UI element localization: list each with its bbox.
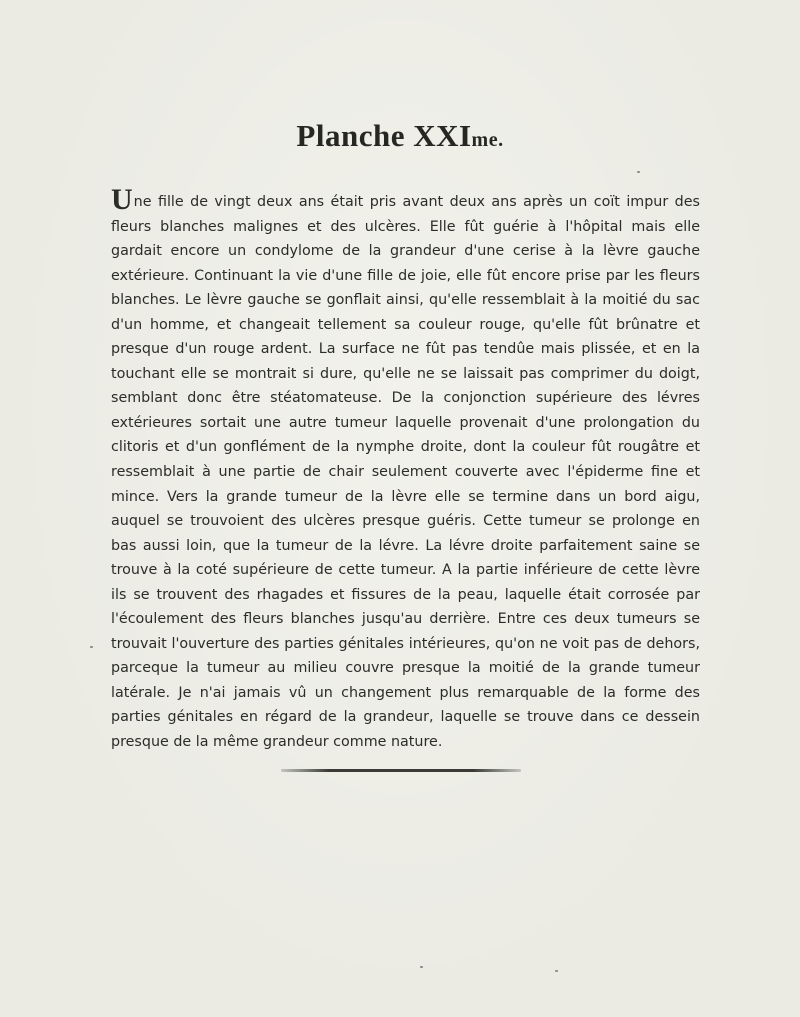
page-title	[0, 118, 800, 154]
divider-rule	[281, 769, 521, 772]
body-paragraph	[111, 183, 700, 755]
title-main: Planche XXI	[296, 118, 472, 153]
paragraph-text: ne fille de vingt deux ans était pris avant deux ans après un coït impur des fleurs blanches malignes et des ulcères. Elle fût guérie à l'hôpital mais elle gardait encore un condylome de la grandeur d'une cerise à la lèvre gauche extérieure. Continuant la vie d'une fille de joie, elle fût encore prise par les fleurs blanches. Le lèvre gauche se gonflait ainsi, qu'elle ressemblait à la moitié du sac d'un homme, et changeait tellement sa couleur rouge, qu'elle fût brûnatre et presque d'un rouge ardent. La surface ne fût pas tendûe mais plissée, et en la touchant elle se montrait si dure, qu'elle ne se laissait pas comprimer du doigt, semblant donc être stéatomateuse. De la conjonction supérieure des lévres extérieures sortait une autre tumeur laquelle provenait d'une prolongation du clitoris et d'un gonflément de la nymphe droite, dont la couleur fût rougâtre et ressemblait à une partie de chair seulement couverte avec l'épiderme fine et mince. Vers la grande tumeur de la lèvre elle se termine dans un bord aigu, auquel se trouvoient des ulcères presque guéris. Cette tumeur se prolonge en bas aussi loin, que la tumeur de la lévre. La lévre droite parfaitement saine se trouve à la coté supérieure de cette tumeur. A la partie inférieure de cette lèvre ils se trouvent des rhagades et fissures de la peau, laquelle était corrosée par l'écoulement des fleurs blanches jusqu'au derrière. Entre ces deux tumeurs se trouvait l'ouverture des parties génitales intérieures, qu'on ne voit pas de dehors, parceque la tumeur au milieu couvre presque la moitié de la grande tumeur latérale. Je n'ai jamais vû un changement plus remarquable de la forme des parties génitales en régard de la grandeur, laquelle se trouve dans ce dessein presque de la même grandeur comme nature.	[111, 194, 700, 751]
paper-speck	[637, 171, 640, 173]
paper-speck	[90, 646, 93, 648]
paper-speck	[420, 966, 423, 968]
drop-cap: U	[111, 183, 133, 216]
title-suffix: me.	[471, 129, 504, 151]
paper-speck	[555, 970, 558, 972]
